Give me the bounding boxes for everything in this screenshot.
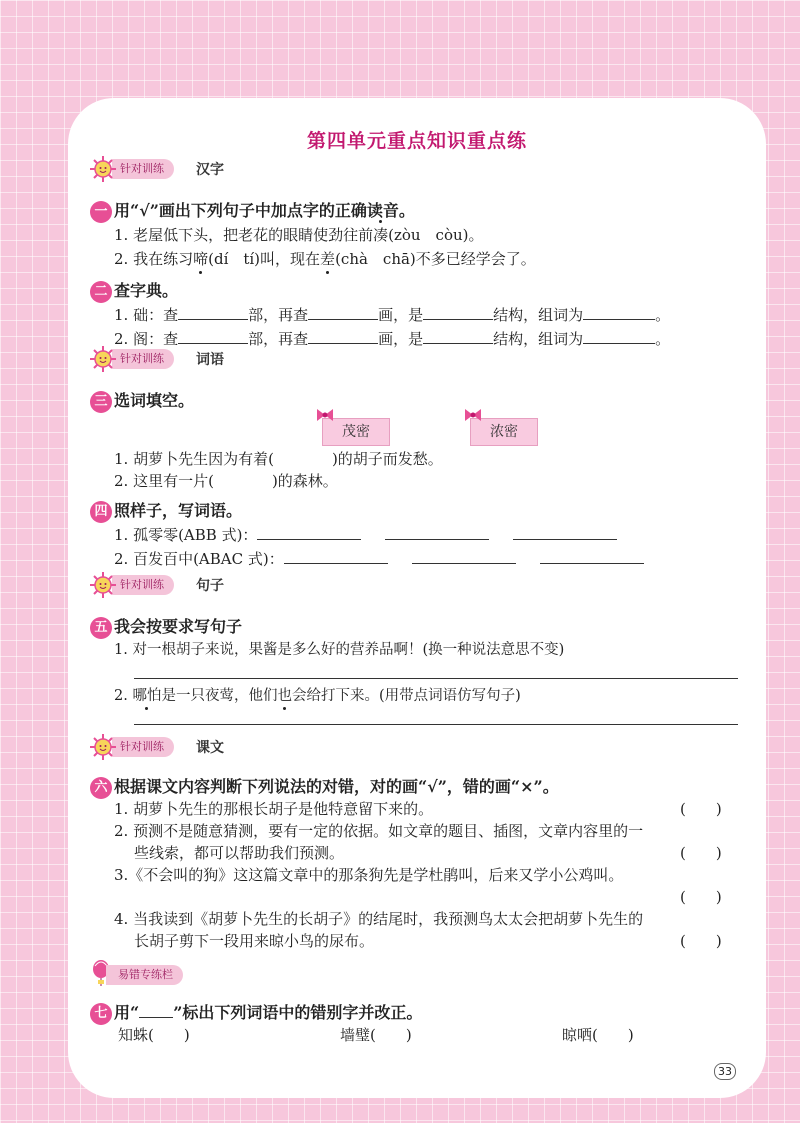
error-word-1[interactable]: 知蛛( )	[118, 1026, 190, 1044]
sun-icon	[90, 346, 116, 372]
question-5-heading: 五 我会按要求写句子	[90, 614, 242, 639]
question-7-heading: 七 用“ ”标出下列词语中的错别字并改正。	[90, 1000, 422, 1025]
answer-blank[interactable]	[178, 304, 248, 320]
question-number: 五	[90, 617, 112, 639]
section-name: 句子	[196, 578, 224, 594]
bow-icon	[463, 407, 483, 423]
answer-blank[interactable]	[583, 304, 655, 320]
section-header-hanzi	[90, 156, 224, 182]
answer-line[interactable]	[134, 678, 738, 679]
error-word-2[interactable]: 墙璧( )	[340, 1026, 412, 1044]
error-practice-label: 易错专练栏	[106, 965, 183, 985]
question-1-heading: 一 用“√”画出下列句子中加点字的正确读音。	[90, 198, 415, 223]
answer-blank[interactable]	[284, 548, 388, 564]
answer-blank[interactable]	[308, 328, 378, 344]
answer-blank[interactable]	[257, 524, 361, 540]
answer-blank[interactable]	[385, 524, 489, 540]
judge-parentheses[interactable]: ( )	[680, 888, 722, 906]
question-6-heading: 六 根据课文内容判断下列说法的对错，对的画“√”，错的画“×”。	[90, 774, 559, 799]
judge-parentheses[interactable]: ( )	[680, 844, 722, 862]
answer-blank[interactable]	[308, 304, 378, 320]
question-1-line-2: 2. 我在练习啼(dí tí)叫，现在差(chà chā)不多已经学会了。	[114, 250, 536, 268]
answer-blank[interactable]	[412, 548, 516, 564]
worksheet-paper	[68, 98, 766, 1098]
question-3-heading: 三 选词填空。	[90, 388, 194, 413]
question-number: 六	[90, 777, 112, 799]
question-6-item-4-cont: 长胡子剪下一段用来晾小鸟的尿布。	[134, 932, 375, 950]
question-number: 四	[90, 501, 112, 523]
judge-parentheses[interactable]: ( )	[680, 932, 722, 950]
answer-line[interactable]	[134, 724, 738, 725]
question-number: 三	[90, 391, 112, 413]
section-name: 词语	[196, 352, 224, 368]
question-6-item-2: 2. 预测不是随意猜测，要有一定的依据。如文章的题目、插图，文章内容里的一	[114, 822, 644, 840]
question-number: 一	[90, 201, 112, 223]
section-header-ciyu	[90, 346, 224, 372]
section-header-juzi	[90, 572, 224, 598]
train-label: 针对训练	[112, 349, 174, 369]
question-number: 二	[90, 281, 112, 303]
question-4-heading: 四 照样子，写词语。	[90, 498, 242, 523]
page-number: 33	[714, 1060, 736, 1079]
question-4-line-1: 1. 孤零零(ABB 式)：	[114, 524, 617, 545]
word-card-2: 浓密	[470, 418, 538, 446]
question-1-line-1: 1. 老屋低下头，把老花的眼睛使劲往前凑(zòu còu)。	[114, 226, 484, 244]
section-header-errors	[90, 960, 183, 990]
section-name: 课文	[196, 740, 224, 756]
question-6-item-2-cont: 些线索，都可以帮助我们预测。	[134, 844, 345, 862]
underline-sample	[139, 1003, 173, 1018]
question-4-line-2: 2. 百发百中(ABAC 式)：	[114, 548, 644, 569]
judge-parentheses[interactable]: ( )	[680, 800, 722, 818]
question-5-line-1: 1. 对一根胡子来说，果酱是多么好的营养品啊！(换一种说法意思不变)	[114, 642, 565, 658]
question-6-item-3: 3.《不会叫的狗》这这篇文章中的那条狗先是学杜鹃叫，后来又学小公鸡叫。	[114, 866, 624, 884]
question-2-heading: 二 查字典。	[90, 278, 178, 303]
question-6-item-1: 1. 胡萝卜先生的那根长胡子是他特意留下来的。	[114, 800, 434, 818]
question-5-line-2: 2. 哪怕是一只夜莺，他们也会给打下来。(用带点词语仿写句子)	[114, 684, 521, 705]
answer-blank[interactable]	[423, 304, 493, 320]
section-header-kewen	[90, 734, 224, 760]
answer-blank[interactable]	[513, 524, 617, 540]
question-6-item-4: 4. 当我读到《胡萝卜先生的长胡子》的结尾时，我预测鸟太太会把胡萝卜先生的	[114, 910, 644, 928]
sun-icon	[90, 734, 116, 760]
question-3-line-1: 1. 胡萝卜先生因为有着( )的胡子而发愁。	[114, 450, 443, 468]
bow-icon	[315, 407, 335, 423]
question-number: 七	[90, 1003, 112, 1025]
answer-blank[interactable]	[178, 328, 248, 344]
answer-blank[interactable]	[583, 328, 655, 344]
word-card-1: 茂密	[322, 418, 390, 446]
train-label: 针对训练	[112, 737, 174, 757]
train-label: 针对训练	[112, 159, 174, 179]
sun-icon	[90, 572, 116, 598]
question-2-row-1: 1. 础：查 部，再查 画，是 结构，组词为 。	[114, 306, 671, 324]
train-label: 针对训练	[112, 575, 174, 595]
answer-blank[interactable]	[540, 548, 644, 564]
error-word-3[interactable]: 晾哂( )	[562, 1026, 634, 1044]
question-3-line-2: 2. 这里有一片( )的森林。	[114, 472, 338, 490]
page-title: 第四单元重点知识重点练	[306, 130, 527, 152]
answer-blank[interactable]	[423, 328, 493, 344]
sun-icon	[90, 156, 116, 182]
question-2-row-2: 2. 阁：查 部，再查 画，是 结构，组词为 。	[114, 330, 671, 348]
section-name: 汉字	[196, 162, 224, 178]
